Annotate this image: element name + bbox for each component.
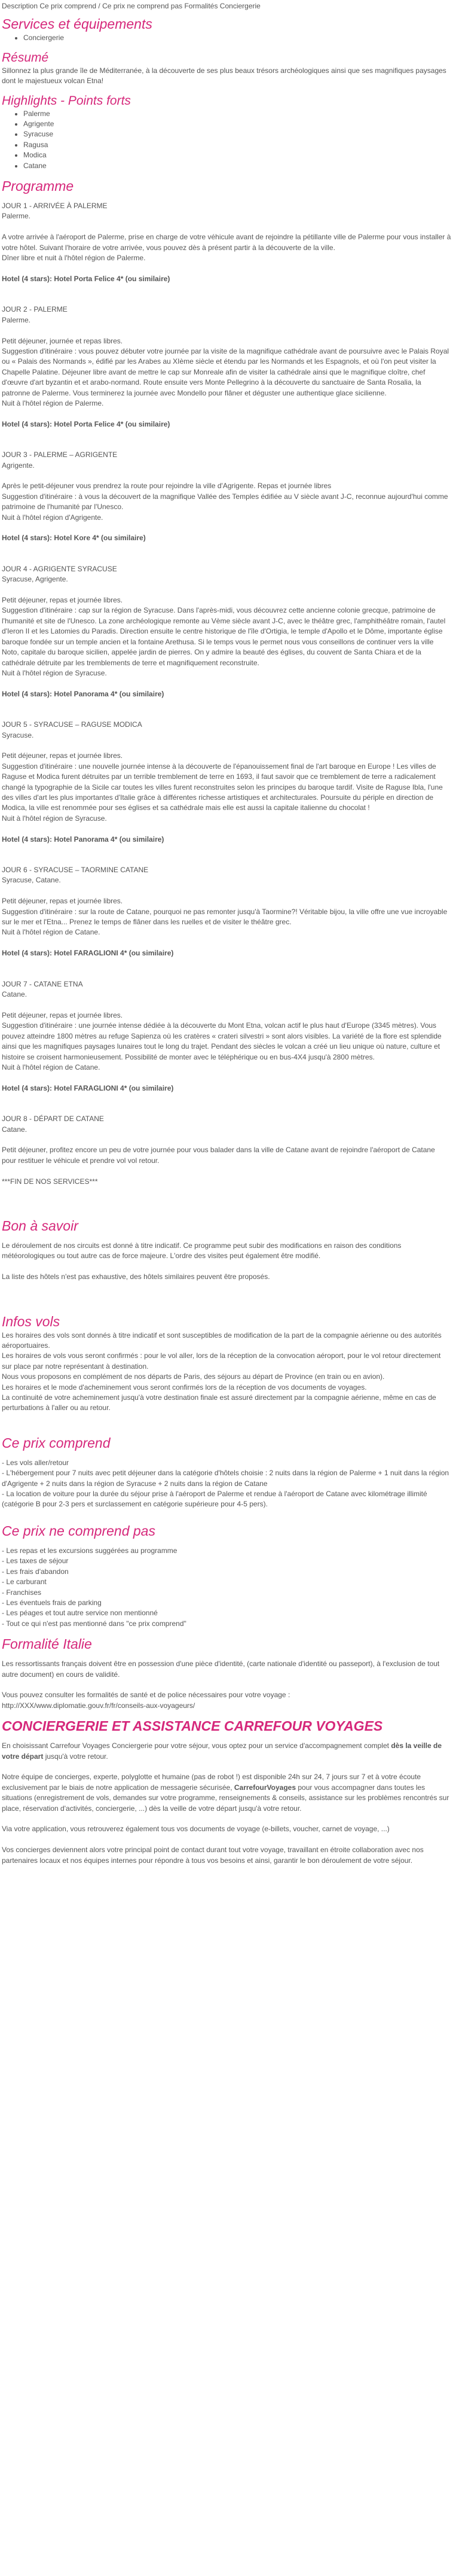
day-hotel: Hotel (4 stars): Hotel Panorama 4* (ou similaire) — [2, 689, 164, 698]
list-item: • Syracuse — [23, 129, 451, 139]
day-text: Petit déjeuner, repas et journée libres. — [2, 897, 123, 906]
end-of-services: ***FIN DE NOS SERVICES*** — [2, 1177, 98, 1186]
bon-a-savoir-text: Le déroulement de nos circuits est donné à titre indicatif. Ce programme peut subir des modifications en raison des conditions météorologiques ou tout autre cas de force majeure. L'ordre des visites peut également être modifié. — [2, 1241, 402, 1260]
day-block — [2, 305, 451, 430]
prix-comprend-item: - L'hébergement pour 7 nuits avec petit déjeuner dans la catégorie d'hôtels choisie : 2 nuits dans la région de Palerme + 1 nuit dans la région d'Agrigente + 2 nuits dans la région de Syracuse + 2 nuits dans la région de Catane — [2, 1469, 449, 1488]
day-title: JOUR 1 - ARRIVÉE À PALERME — [2, 202, 108, 211]
day-title: JOUR 3 - PALERME – AGRIGENTE — [2, 450, 118, 459]
list-item: • Catane — [23, 161, 451, 171]
day-block — [2, 450, 451, 544]
resume-text: Sillonnez la plus grande île de Méditerranée, à la découverte de ses plus beaux trésors archéologiques ainsi que ses magnifiques paysages dont le majestueux volcan Etna! — [2, 66, 446, 86]
day-text: Suggestion d'itinéraire : à vous la découvert de la magnifique Vallée des Temples édifiée au V siècle avant J-C, reconnue aujourd'hui comme patrimoine de l'humanité par l'Unesco. — [2, 492, 448, 511]
highlights-heading: Highlights - Points forts — [2, 93, 131, 108]
day-text: A votre arrivée à l'aéroport de Palerme, prise en charge de votre véhicule avant de rejoindre la pétillante ville de Palerme pour vous installer à votre hôtel. Suivant l'horaire de votre arrivée, vous pouvez dès à présent partir à la découverte de la ville. — [2, 233, 451, 252]
day-text: Nuit à l'hôtel région d'Agrigente. — [2, 513, 103, 522]
day-text: Suggestion d'itinéraire : une journée intense dédiée à la découverte du Mont Etna, volcan actif le plus haut d'Europe (3345 mètres). Vous pouvez atteindre 1800 mètres au refuge Sapienza où les cratères « crateri silvestri » sont alors visibles. La variété de la flore est splendide ainsi que les magnifiques paysages lunaires tout le long du trajet. Pendant des siècles le volcan a créé un lieu unique où nature, culture et histoire se croisent harmonieusement. Possibilité de monter avec le téléphérique ou en bus-4X4 jusqu'à 2800 mètres. — [2, 1021, 442, 1061]
day-hotel: Hotel (4 stars): Hotel Porta Felice 4* (ou similaire) — [2, 419, 170, 428]
prix-comprend-item: - Les vols aller/retour — [2, 1458, 69, 1467]
day-text: Nuit à l'hôtel région de Catane. — [2, 1062, 100, 1071]
day-city: Catane. — [2, 1125, 27, 1134]
conciergerie-paragraph: Vos concierges deviennent alors votre principal point de contact durant tout votre voyage, travaillant en étroite collaboration avec nos partenaires locaux et nos équipes internes pour répondre à tous vos besoins et ainsi, garantir le bon déroulement de votre séjour. — [2, 1846, 424, 1865]
prix-ne-comprend-item: - Les péages et tout autre service non mentionné — [2, 1609, 158, 1618]
day-block — [2, 720, 451, 845]
conciergerie-paragraph — [2, 1741, 451, 1762]
day-hotel: Hotel (4 stars): Hotel FARAGLIONI 4* (ou similaire) — [2, 1083, 174, 1092]
day-block — [2, 564, 451, 699]
day-text: Petit déjeuner, profitez encore un peu de votre journée pour vous balader dans la ville de Catane avant de rejoindre l'aéroport de Catane pour restituer le véhicule et prendre vol vol retour. — [2, 1146, 435, 1165]
tab-links-line: Description Ce prix comprend / Ce prix ne comprend pas Formalités Conciergerie — [2, 2, 261, 10]
day-hotel: Hotel (4 stars): Hotel Panorama 4* (ou similaire) — [2, 835, 164, 844]
day-text: Après le petit-déjeuner vous prendrez la route pour rejoindre la ville d'Agrigente. Repas et journée libres — [2, 482, 332, 491]
day-text: Suggestion d'itinéraire : cap sur la région de Syracuse. Dans l'après-midi, vous découvrez cette ancienne colonie grecque, patrimoine de l'humanité et site de l'Unesco. La zone archéologique remonte au Vème siècle avant J-C, avec le théâtre grec, l'amphithéâtre romain, l'autel d'Ieron II et les Latomies du Paradis. Direction ensuite le centre historique de l'île d'Ortigia, le temple d'Apollo et le Dôme, importante église baroque fondée sur un temple ancien et la fontaine Arethusa. Si le temps vous le permet nous vous conseillons de continuer vers la ville Noto, capitale du baroque sicilien, appelée jardin de pierres. On y admire la beauté des églises, du couvent de Santa Chiara et de la cathédrale détruite par les tremblements de terre et magnifiquement reconstruite. — [2, 606, 446, 667]
day-city: Agrigente. — [2, 461, 35, 470]
list-item: • Ragusa — [23, 140, 451, 150]
day-city: Palerme. — [2, 212, 31, 221]
services-list — [2, 33, 451, 43]
prix-ne-comprend-item: - Les repas et les excursions suggérées au programme — [2, 1546, 177, 1555]
prix-comprend-item: - La location de voiture pour la durée du séjour prise à l'aéroport de Palerme et rendue à l'aéroport de Catane avec kilométrage illimité (catégorie B pour 2-3 pers et surclassement en catégorie supérieure pour 4-5 pers). — [2, 1490, 427, 1509]
bon-a-savoir-text: La liste des hôtels n'est pas exhaustive, des hôtels similaires peuvent être proposés. — [2, 1272, 270, 1281]
day-text: Suggestion d'itinéraire : sur la route de Catane, pourquoi ne pas remonter jusqu'à Taormine?! Véritable bijou, la ville offre une vue incroyable sur le mer et l'Etna... Prenez le temps de flâner dans les ruelles et de visiter le théâtre grec. — [2, 907, 448, 927]
infos-vols-text: Nous vous proposons en complément de nos départs de Paris, des séjours au départ de Province (en train ou en avion). — [2, 1372, 385, 1381]
services-heading: Services et équipements — [2, 16, 152, 32]
day-city: Syracuse, Agrigente. — [2, 575, 68, 584]
list-item: • Palerme — [23, 109, 451, 119]
prix-ne-comprend-item: - Les éventuels frais de parking — [2, 1598, 102, 1607]
prix-ne-comprend-pas-heading: Ce prix ne comprend pas — [2, 1523, 155, 1539]
bon-a-savoir-heading: Bon à savoir — [2, 1217, 78, 1234]
day-hotel: Hotel (4 stars): Hotel FARAGLIONI 4* (ou similaire) — [2, 949, 174, 958]
conciergerie-text: Notre équipe de concierges, experte, polyglotte et humaine (pas de robot !) est disponible 24h sur 24, 7 jours sur 7 et à votre écoute exclusivement par le biais de notre application de messagerie sécurisée, — [2, 1773, 421, 1792]
day-city: Palerme. — [2, 315, 31, 324]
day-hotel: Hotel (4 stars): Hotel Porta Felice 4* (ou similaire) — [2, 274, 170, 283]
infos-vols-text: Les horaires de vols vous seront confirmés : pour le vol aller, lors de la réception de la convocation aéroport, pour le vol retour directement sur place par notre représentant à destination. — [2, 1351, 441, 1371]
day-block — [2, 201, 451, 284]
formalite-link[interactable]: http://XXX/www.diplomatie.gouv.fr/fr/conseils-aux-voyageurs/ — [2, 1701, 195, 1710]
prix-ne-comprend-item: - Tout ce qui n'est pas mentionné dans "ce prix comprend" — [2, 1619, 186, 1628]
conciergerie-heading: CONCIERGERIE ET ASSISTANCE CARREFOUR VOYAGES — [2, 1718, 383, 1734]
prix-ne-comprend-item: - Les taxes de séjour — [2, 1557, 69, 1566]
formalite-text: Vous pouvez consulter les formalités de santé et de police nécessaires pour votre voyage : — [2, 1691, 290, 1700]
list-item: • Conciergerie — [23, 33, 451, 43]
day-title: JOUR 4 - AGRIGENTE SYRACUSE — [2, 564, 117, 573]
day-title: JOUR 8 - DÉPART DE CATANE — [2, 1115, 104, 1123]
day-hotel: Hotel (4 stars): Hotel Kore 4* (ou similaire) — [2, 534, 146, 543]
day-city: Syracuse, Catane. — [2, 876, 61, 885]
infos-vols-heading: Infos vols — [2, 1313, 60, 1329]
prix-ne-comprend-item: - Les frais d'abandon — [2, 1567, 69, 1576]
day-city: Syracuse. — [2, 730, 34, 739]
resume-heading: Résumé — [2, 50, 49, 65]
conciergerie-text: pour vous accompagner dans toutes les situations (enregistrement de vols, demandes sur votre programme, renseignements & conseils, assistance sur les problèmes rencontrés sur place, réservation d'activités, conciergerie, ...) dès la veille de votre départ jusqu'à votre retour. — [2, 1783, 449, 1813]
list-item: • Modica — [23, 150, 451, 160]
day-text: Nuit à l'hôtel région de Catane. — [2, 928, 100, 937]
highlights-list — [2, 109, 451, 171]
conciergerie-bold-text: dès la veille de votre départ — [2, 1741, 442, 1761]
prix-ne-comprend-item: - Le carburant — [2, 1578, 47, 1587]
conciergerie-paragraph: Via votre application, vous retrouverez également tous vos documents de voyage (e-billets, voucher, carnet de voyage, ...) — [2, 1825, 390, 1834]
day-text: Petit déjeuner, journée et repas libres. — [2, 336, 123, 345]
list-item: • Agrigente — [23, 119, 451, 129]
day-block — [2, 979, 451, 1094]
conciergerie-text: En choisissant Carrefour Voyages Conciergerie pour votre séjour, vous optez pour un service d'accompagnement complet — [2, 1741, 391, 1750]
day-title: JOUR 7 - CATANE ETNA — [2, 979, 83, 988]
day-text: Suggestion d'itinéraire : vous pouvez débuter votre journée par la visite de la magnifique cathédrale avant de poursuivre avec le Palais Royal ou « Palais des Normands », édifié par les Arabes au XIème siècle et étendu par les Normands et les Espagnols, et où l'on peut visiter la Chapelle Palatine. Déjeuner libre avant de mettre le cap sur Monreale afin de visiter la cathédrale ainsi que le magnifique cloître, chef d'œuvre d'art byzantin et et arabo-normand. Route ensuite vers Monte Pellegrino à la découverte du sanctuaire de Santa Rosalia, la patronne de Palerme. Vous terminerez la journée avec Mondello pour flâner et déguster une authentique glace sicilienne. — [2, 346, 449, 397]
conciergerie-bold-text: CarrefourVoyages — [234, 1783, 296, 1792]
conciergerie-text: jusqu'à votre retour. — [43, 1752, 108, 1761]
day-text: Nuit à l'hôtel région de Syracuse. — [2, 814, 107, 823]
day-block — [2, 1114, 451, 1187]
day-block — [2, 865, 451, 959]
day-title: JOUR 2 - PALERME — [2, 305, 68, 314]
day-text: Suggestion d'itinéraire : une nouvelle journée intense à la découverte de l'épanouissement final de l'art baroque en Europe ! Les villes de Raguse et Modica furent détruites par un terrible tremblement de terre en 1693, il faut savoir que ce tremblement de terre a radicalement changé la typographie de la Sicile car toutes les villes furent reconstruites selon les principes du baroque tardif. Visite de Raguse Ibla, l'une des villes d'art les plus importantes d'Italie grâce à différentes richesse artistiques et architecturales. Poursuite du périple en direction de Modica, la ville est renommée pour ses églises et sa cathédrale mais elle est aussi la capitale italienne du chocolat ! — [2, 762, 443, 812]
conciergerie-paragraph — [2, 1772, 451, 1814]
formalite-text: Les ressortissants français doivent être en possession d'une pièce d'identité, (carte nationale d'identité ou passeport), à l'exclusion de tout autre document) en cours de validité. — [2, 1660, 440, 1679]
programme-heading: Programme — [2, 178, 74, 194]
day-text: Petit déjeuner, repas et journée libres. — [2, 1010, 123, 1019]
day-title: JOUR 5 - SYRACUSE – RAGUSE MODICA — [2, 720, 142, 729]
infos-vols-text: Les horaires et le mode d'acheminement vous seront confirmés lors de la réception de vos documents de voyages. — [2, 1383, 367, 1391]
day-text: Nuit à l'hôtel région de Syracuse. — [2, 668, 107, 677]
day-text: Dîner libre et nuit à l'hôtel région de Palerme. — [2, 254, 146, 263]
infos-vols-text: Les horaires des vols sont donnés à titre indicatif et sont susceptibles de modification de la part de la compagnie aérienne ou des autorités aéroportuaires. — [2, 1330, 442, 1350]
infos-vols-text: La continuité de votre acheminement jusqu'à votre destination finale est assuré directement par la compagnie aérienne, même en cas de perturbations à l'aller ou au retour. — [2, 1393, 436, 1412]
day-title: JOUR 6 - SYRACUSE – TAORMINE CATANE — [2, 866, 149, 874]
day-text: Petit déjeuner, repas et journée libres. — [2, 596, 123, 605]
day-text: Petit déjeuner, repas et journée libres. — [2, 751, 123, 760]
day-text: Nuit à l'hôtel région de Palerme. — [2, 398, 104, 407]
prix-comprend-heading: Ce prix comprend — [2, 1435, 111, 1451]
formalite-heading: Formalité Italie — [2, 1636, 92, 1652]
prix-ne-comprend-item: - Franchises — [2, 1588, 42, 1597]
day-city: Catane. — [2, 990, 27, 999]
